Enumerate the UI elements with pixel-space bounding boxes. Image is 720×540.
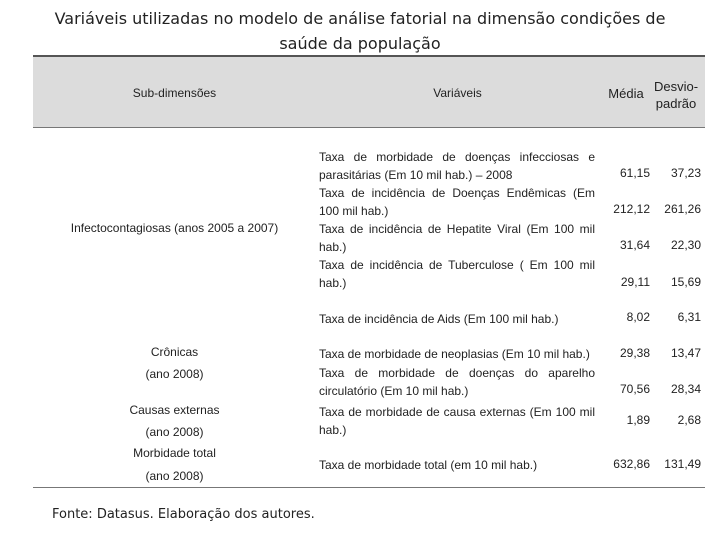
variable-neoplasias: Taxa de morbidade de neoplasias (Em 10 mil hab.) [319,347,590,361]
variable-tuberculose: Taxa de incidência de Tuberculose ( Em 100 mil hab.) [319,258,595,290]
media-aparelho-circulatorio: 70,56 [619,382,650,396]
media-causa-externas: 1,89 [626,413,650,427]
variable-aparelho-circulatorio: Taxa de morbidade de doenças do aparelho circulatório (Em 10 mil hab.) [319,366,595,398]
desvio-doencas-infecciosas: 37,23 [670,166,701,180]
source-note: Fonte: Datasus. Elaboração dos autores. [52,507,315,522]
group-morbidade-total-year: (ano 2008) [145,469,204,483]
header-variaveis: Variáveis [433,86,482,100]
table-title [40,6,680,56]
desvio-morbidade-total: 131,49 [664,457,701,471]
header-subdimensoes: Sub-dimensões [132,86,217,100]
media-neoplasias: 29,38 [619,346,650,360]
bottom-rule [33,487,705,488]
group-cronicas-year: (ano 2008) [145,367,204,381]
variable-aids: Taxa de incidência de Aids (Em 100 mil hab.) [319,312,559,326]
desvio-hepatite-viral: 22,30 [670,238,701,252]
desvio-aparelho-circulatorio: 28,34 [670,382,701,396]
desvio-causa-externas: 2,68 [677,413,701,427]
variable-doencas-infecciosas: Taxa de morbidade de doenças infecciosas e parasitárias (Em 10 mil hab.) – 2008 [319,150,595,182]
variable-doencas-endemicas: Taxa de incidência de Doenças Endêmicas (Em 100 mil hab.) [319,186,595,218]
header-desvio-line-1: Desvio- [653,79,699,94]
media-aids: 8,02 [626,310,650,324]
variable-causa-externas: Taxa de morbidade de causa externas (Em 100 mil hab.) [319,405,595,437]
title-line-1: Variáveis utilizadas no modelo de análise fatorial na dimensão condições de [54,9,666,28]
table-header [33,57,705,128]
desvio-neoplasias: 13,47 [670,346,701,360]
desvio-tuberculose: 15,69 [670,275,701,289]
media-tuberculose: 29,11 [620,275,650,289]
variable-morbidade-total: Taxa de morbidade total (em 10 mil hab.) [319,458,538,472]
group-causas-externas-year: (ano 2008) [145,425,204,439]
media-doencas-endemicas: 212,12 [613,202,650,216]
group-cronicas: Crônicas [150,345,199,359]
media-hepatite-viral: 31,64 [619,238,650,252]
desvio-aids: 6,31 [677,310,701,324]
media-doencas-infecciosas: 61,15 [619,166,650,180]
group-causas-externas: Causas externas [129,403,220,417]
desvio-doencas-endemicas: 261,26 [664,202,701,216]
variable-hepatite-viral: Taxa de incidência de Hepatite Viral (Em 100 mil hab.) [319,222,595,254]
media-morbidade-total: 632,86 [613,457,650,471]
group-infectocontagiosas: Infectocontagiosas (anos 2005 a 2007) [70,221,279,235]
header-desvio-line-2: padrão [655,96,697,111]
header-media: Média [608,86,644,101]
group-morbidade-total: Morbidade total [133,446,216,460]
header-desvio-padrao [651,78,701,112]
title-line-2: saúde da população [279,34,441,53]
